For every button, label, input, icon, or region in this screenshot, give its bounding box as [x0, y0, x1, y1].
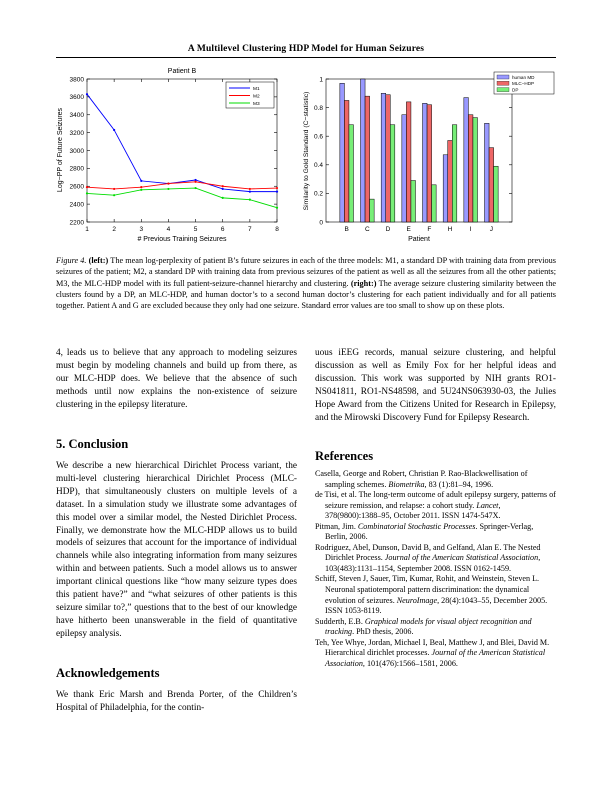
figure-reference-link[interactable]: 4 — [56, 348, 61, 358]
data-point-m3 — [113, 194, 115, 196]
y-tick-label: 2800 — [69, 165, 84, 173]
acknowledgements-continued: uous iEEG records, manual seizure clustering, and helpful discussion as well as Emily Fox for her helpful ideas and discussion. This work was supported by NIH grants RO1-NS041811, RO1-NS48598, and 5U24NS063930-03, the Julies Hope Award from the Citizens United for Research in Epilepsy, and the Mirowski Discovery Fund for Epilepsy Research. — [315, 348, 556, 423]
caption-label: Figure 4. — [56, 256, 87, 265]
right-chart-legend — [494, 72, 554, 94]
right-chart-bars — [340, 79, 498, 222]
left-line-chart — [40, 60, 290, 250]
right-bar-chart — [294, 60, 564, 250]
bar-i-1 — [468, 115, 473, 222]
legend-label: DP — [512, 87, 519, 93]
data-point-m2 — [276, 187, 278, 189]
x-tick-label: 7 — [248, 226, 252, 233]
x-tick-label: D — [385, 226, 391, 233]
data-point-m3 — [86, 192, 88, 194]
bar-d-0 — [381, 93, 386, 222]
y-tick-label: 3600 — [69, 94, 84, 102]
y-tick-label: 2600 — [69, 183, 84, 191]
data-point-m1 — [86, 93, 88, 95]
legend-swatch — [497, 75, 509, 79]
reference-details: , 103(483):1131–1154, September 2008. ISSN 0162-1459. — [325, 553, 541, 573]
reference-venue: Lancet — [476, 500, 499, 510]
bar-c-1 — [365, 96, 370, 222]
y-tick-label: 2200 — [69, 219, 84, 227]
running-title: A Multilevel Clustering HDP Model for Human Seizures — [187, 44, 425, 54]
bar-h-1 — [448, 140, 453, 222]
bar-d-2 — [390, 125, 395, 222]
x-tick-label: B — [344, 226, 349, 233]
acknowledgements-paragraph — [56, 689, 297, 715]
x-tick-label: C — [364, 226, 370, 233]
data-point-m3 — [140, 189, 142, 191]
reference-venue: Journal of the American Statistical Association — [384, 553, 539, 563]
reference-entry — [315, 490, 556, 522]
data-point-m1 — [222, 188, 224, 190]
right-chart-x-label: Patient — [408, 236, 430, 243]
legend-swatch — [497, 81, 509, 85]
reference-text: Sudderth, E.B. — [315, 616, 365, 626]
y-tick-label: 2400 — [69, 201, 84, 209]
data-point-m2 — [167, 182, 169, 184]
data-point-m2 — [86, 186, 88, 188]
reference-entry — [315, 522, 556, 543]
data-point-m1 — [276, 191, 278, 193]
left-chart-legend — [226, 82, 274, 108]
reference-details: . PhD thesis, 2006. — [352, 627, 414, 637]
left-chart-x-label: # Previous Training Seizures — [137, 236, 227, 243]
data-point-m2 — [222, 185, 224, 187]
right-column — [315, 347, 556, 424]
data-point-m2 — [113, 188, 115, 190]
acknowledgements-text: We thank Eric Marsh and Brenda Porter, of the Children’s Hospital of Philadelphia, for the contin- — [56, 690, 297, 713]
series-line-m1 — [87, 94, 277, 191]
y-tick-label: 0.6 — [313, 133, 323, 141]
conclusion-text: We describe a new hierarchical Dirichlet Process variant, the multi-level clustering hierarchical Dirichlet Process (MLC-HDP), that simultaneously clusters on multiple levels of a dataset. In a simulation study we illustrate some advantages of this model over a similar model, the Nested Dirichlet Process. Finally, we demonstrate how the MLC-HDP allows us to build models of seizures that account for the importance of individual channels while also integrating information from many seizures within and between patients. Such a model allows us to answer important clinical questions like “how many seizure types does this patient have?” and “what seizures of other patients is this seizure similar to?,” questions that to the best of our knowledge have hitherto been unanswerable in the field of quantitative epilepsy analysis. — [56, 461, 297, 639]
bar-c-0 — [361, 79, 366, 222]
x-tick-label: 3 — [139, 226, 144, 233]
bar-j-2 — [494, 166, 499, 222]
reference-details: , 28(4):1043–55, December 2005. ISSN 1053-8119. — [325, 595, 548, 616]
legend-label: MLC−HDP — [512, 81, 535, 87]
data-point-m3 — [194, 187, 196, 189]
intro-paragraph — [56, 347, 297, 412]
series-line-m3 — [87, 188, 277, 208]
y-tick-label: 3800 — [69, 76, 84, 84]
legend-label: M3 — [253, 101, 260, 107]
bar-b-0 — [340, 83, 345, 222]
bar-f-2 — [432, 185, 437, 222]
bar-e-1 — [406, 102, 411, 222]
reference-details: , 378(9800):1388–95, October 2011. ISSN 1474-547X. — [325, 500, 501, 521]
bar-e-2 — [411, 181, 416, 222]
reference-list — [315, 469, 556, 669]
x-tick-label: E — [406, 226, 411, 233]
y-tick-label: 3000 — [69, 147, 84, 155]
data-point-m3 — [167, 188, 169, 190]
bar-f-0 — [423, 103, 428, 222]
x-tick-label: J — [489, 226, 493, 233]
x-tick-label: 1 — [85, 226, 89, 233]
bar-f-1 — [427, 105, 432, 222]
conclusion-paragraph — [56, 460, 297, 641]
y-tick-label: 3200 — [69, 129, 84, 137]
bar-c-2 — [370, 199, 375, 222]
x-tick-label: 8 — [275, 226, 279, 233]
y-tick-label: 0.8 — [313, 104, 323, 112]
y-tick-label: 1 — [319, 76, 323, 84]
data-point-m2 — [249, 188, 251, 190]
left-chart-title: Patient B — [167, 68, 197, 75]
caption-left-tag: (left:) — [88, 256, 109, 265]
figure-caption — [56, 255, 556, 311]
reference-entry — [315, 617, 556, 638]
bar-j-0 — [485, 123, 490, 222]
bar-h-0 — [443, 155, 448, 222]
legend-label: M1 — [253, 86, 260, 92]
reference-entry — [315, 469, 556, 490]
references-heading: References — [315, 449, 374, 463]
bar-b-2 — [349, 125, 354, 222]
reference-details: . Springer-Verlag, Berlin, 2006. — [325, 521, 534, 542]
data-point-m3 — [249, 199, 251, 201]
bar-i-2 — [473, 118, 478, 222]
conclusion-heading: 5. Conclusion — [56, 437, 129, 451]
data-point-m1 — [113, 129, 115, 131]
reference-venue: Graphical models for visual object recognition and tracking — [325, 616, 532, 637]
bar-j-1 — [489, 148, 494, 222]
y-tick-label: 3400 — [69, 112, 84, 120]
reference-text: de Tisi, et al. The long-term outcome of adult epilepsy surgery, patterns of seizure remission, and relapse: a cohort study. — [315, 490, 556, 510]
data-point-m3 — [276, 207, 278, 209]
legend-box — [226, 82, 274, 108]
bar-i-0 — [464, 98, 469, 222]
data-point-m1 — [249, 191, 251, 193]
legend-label: M2 — [253, 94, 260, 100]
reference-venue: Biometrika — [388, 479, 425, 489]
y-tick-label: 0.2 — [313, 190, 323, 198]
reference-entry — [315, 543, 556, 575]
reference-venue: NeuroImage — [396, 595, 438, 605]
bar-b-1 — [344, 100, 349, 222]
x-tick-label: F — [427, 226, 432, 233]
legend-swatch — [497, 88, 509, 92]
reference-text: Schiff, Steven J, Sauer, Tim, Kumar, Rohit, and Weinstein, Steven L. Neuronal spatiotemporal pattern discrimination: the dynamical evolution of seizures. — [315, 574, 540, 605]
legend-label: human MD — [512, 74, 535, 80]
data-point-m1 — [140, 180, 142, 182]
reference-text: Teh, Yee Whye, Jordan, Michael I, Beal, Matthew J, and Blei, David M. Hierarchical dirichlet processes. — [315, 637, 550, 658]
left-chart-y-label: Log−PP of Future Seizures — [57, 107, 64, 193]
reference-text: Casella, George and Robert, Christian P. Rao-Blackwellisation of sampling schemes. — [315, 469, 528, 489]
right-chart-y-label: Similarity to Gold Standard (C−statistic) — [303, 91, 310, 211]
reference-venue: Journal of the American Statistical Association — [325, 648, 546, 668]
data-point-m2 — [140, 186, 142, 188]
bar-h-2 — [452, 125, 457, 222]
right-chart-frame — [326, 79, 512, 222]
series-line-m2 — [87, 182, 277, 189]
bar-e-0 — [402, 115, 407, 222]
caption-right-text: The average seizure clustering similarity between the clusters found by a DP, an MLC-HDP, and human doctor’s to a second human doctor’s clustering for each patient individually and for all patients together. Patient A and G are excluded because they only had one seizure. Standard error values are too small to show up on these plots. — [56, 278, 556, 311]
y-tick-label: 0 — [319, 219, 323, 227]
reference-venue: Combinatorial Stochastic Processes — [357, 521, 476, 531]
x-tick-label: 4 — [166, 226, 171, 233]
x-tick-label: 2 — [112, 226, 116, 233]
data-point-m3 — [222, 197, 224, 199]
acknowledgements-heading: Acknowledgements — [56, 666, 160, 680]
reference-entry — [315, 638, 556, 670]
reference-text: Rodriguez, Abel, Dunson, David B, and Gelfand, Alan E. The Nested Dirichlet Process. — [315, 542, 541, 563]
x-tick-label: H — [447, 226, 453, 233]
reference-text: Pitman, Jim. — [315, 521, 358, 531]
y-tick-label: 0.4 — [313, 162, 323, 170]
caption-right-tag: (right:) — [350, 278, 377, 288]
left-chart-series — [86, 93, 278, 209]
left-column — [56, 347, 297, 412]
reference-details: , 83 (1):81–94, 1996. — [424, 479, 494, 489]
reference-entry — [315, 574, 556, 616]
intro-text: , leads us to believe that any approach to modeling seizures must begin by modeling channels and build up from there, as our MLC-HDP does. We believe that the absence of such methods until now explains the non-existence of seizure clustering in the epilepsy literature. — [56, 348, 297, 410]
reference-details: , 101(476):1566–1581, 2006. — [362, 658, 458, 668]
bar-d-1 — [386, 95, 391, 222]
header-rule — [56, 57, 556, 58]
x-tick-label: I — [469, 226, 472, 233]
x-tick-label: 6 — [220, 226, 225, 233]
caption-left-text: The mean log-perplexity of patient B’s future seizures in each of the three models: M1, a standard DP with training data from previous seizures of the patient; M2, a standard DP with training data from previous seizures of the patient as well as all the seizures from all the other patients; M3, the MLC-HDP model with its full patient-seizure-channel hierarchy and clustering. — [56, 256, 556, 288]
data-point-m2 — [194, 181, 196, 183]
x-tick-label: 5 — [193, 226, 198, 233]
